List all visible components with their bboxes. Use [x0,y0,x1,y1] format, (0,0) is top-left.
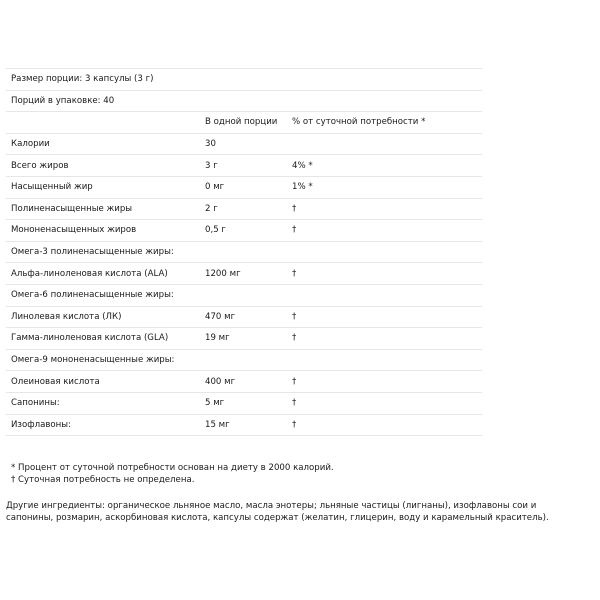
supplement-facts-table [6,68,482,436]
nutrient-dv: † [292,203,297,214]
footnotes [6,462,482,487]
nutrient-name: Альфа-линоленовая кислота (ALA) [11,268,168,279]
nutrient-name: Изофлавоны: [11,419,71,430]
nutrient-name: Сапонины: [11,398,60,409]
nutrient-dv: † [292,225,297,236]
nutrient-dv: 1% * [292,182,313,193]
footnote-not-established: † Суточная потребность не определена. [11,475,195,486]
nutrient-name: Полиненасыщенные жиры [11,203,133,214]
nutrient-dv: † [292,376,297,387]
ingredients-line-2: сапонины, розмарин, аскорбиновая кислота, капсулы содержат (желатин, глицерин, воду и карамельный краситель). [6,513,549,524]
servings-per-container-row [6,91,482,113]
nutrient-dv: † [292,268,297,279]
nutrient-dv [292,134,482,155]
table-row [6,371,482,393]
table-row [6,415,482,437]
nutrient-amount: 15 мг [205,419,230,430]
table-row [6,393,482,415]
section-row-omega-9 [6,350,482,372]
nutrient-amount: 470 мг [205,311,236,322]
table-row [6,199,482,221]
section-row-omega-6 [6,285,482,307]
table-row [6,328,482,350]
nutrient-name: Калории [11,139,50,150]
other-ingredients [6,500,596,525]
table-row [6,307,482,329]
nutrient-amount: 0 мг [205,182,225,193]
section-title: Омега-6 полиненасыщенные жиры: [11,290,174,301]
nutrient-dv: † [292,333,297,344]
table-header-row [6,112,482,134]
servings-per-container-text: Порций в упаковке: 40 [11,95,115,106]
nutrient-amount: 400 мг [205,376,236,387]
header-dv-col: % от суточной потребности * [292,117,426,128]
header-name-col [6,112,205,133]
nutrient-name: Линолевая кислота (ЛК) [11,311,122,322]
nutrient-amount: 3 г [205,160,218,171]
nutrient-dv: † [292,311,297,322]
section-row-omega-3 [6,242,482,264]
nutrient-name: Мононенасыщенных жиров [11,225,137,236]
nutrient-amount: 5 мг [205,398,225,409]
section-title: Омега-9 мононенасыщенные жиры: [11,355,175,366]
header-amount-col: В одной порции [205,117,278,128]
table-row [6,177,482,199]
nutrient-dv: † [292,398,297,409]
ingredients-line-1: Другие ингредиенты: органическое льняное масло, масла энотеры; льняные частицы (лигнаны), изофлавоны сои и [6,501,537,511]
section-title: Омега-3 полиненасыщенные жиры: [11,247,174,258]
nutrient-dv: † [292,419,297,430]
table-row [6,155,482,177]
serving-size-text: Размер порции: 3 капсулы (3 г) [11,74,154,85]
nutrient-amount: 2 г [205,203,218,214]
serving-size-row [6,69,482,91]
table-row [6,220,482,242]
table-row [6,134,482,156]
nutrient-amount: 30 [205,139,216,150]
nutrient-amount: 0,5 г [205,225,226,236]
nutrient-amount: 1200 мг [205,268,241,279]
nutrient-amount: 19 мг [205,333,230,344]
nutrient-name: Насыщенный жир [11,182,93,193]
footnote-daily-value: * Процент от суточной потребности основан на диету в 2000 калорий. [11,463,334,473]
table-row [6,263,482,285]
nutrient-name: Гамма-линоленовая кислота (GLA) [11,333,169,344]
nutrient-name: Всего жиров [11,160,69,171]
nutrient-name: Олеиновая кислота [11,376,100,387]
nutrient-dv: 4% * [292,160,313,171]
